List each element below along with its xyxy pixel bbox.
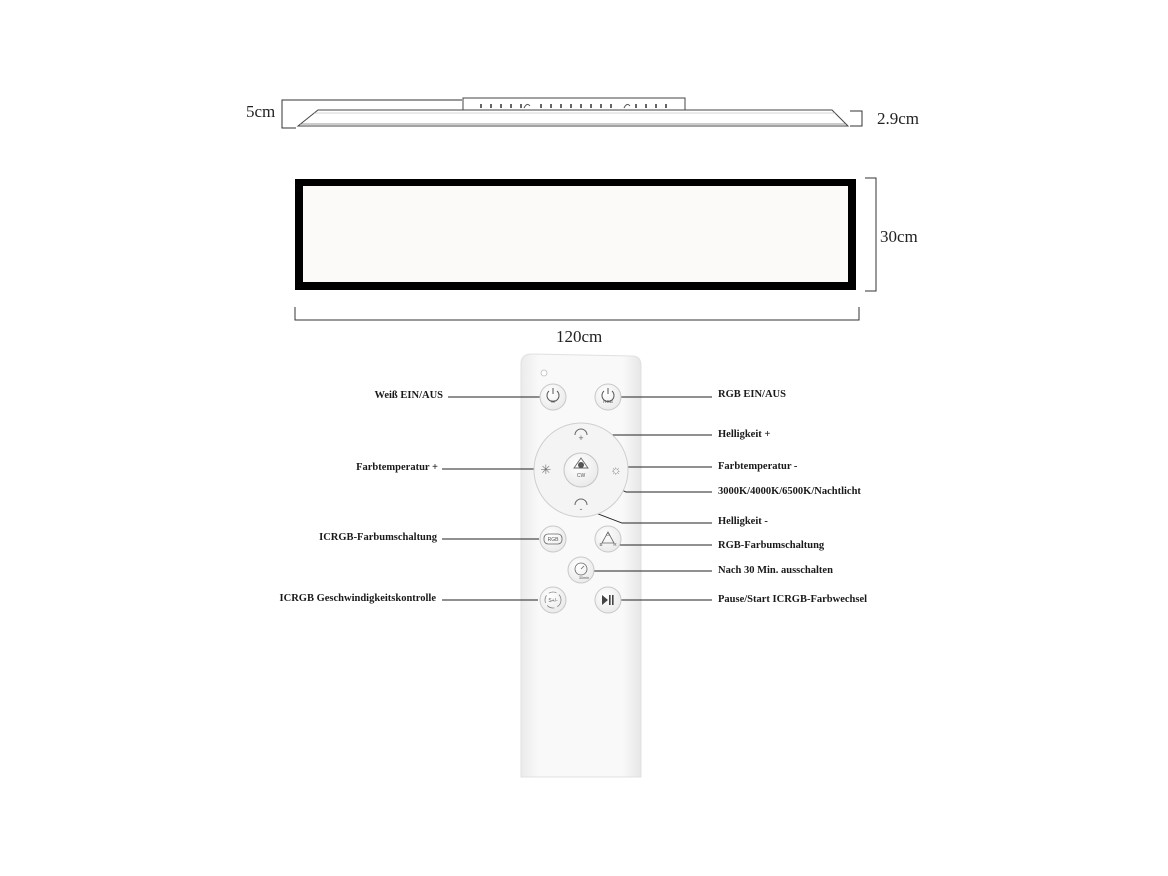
dim-width-panel: 30cm (880, 227, 918, 246)
width-bracket (865, 178, 876, 291)
label-cct-modes: 3000K/4000K/6500K/Nachtlicht (718, 486, 861, 497)
height-bracket (282, 100, 296, 128)
svg-text:+: + (578, 433, 584, 443)
colortemp-minus-button[interactable] (610, 462, 622, 477)
label-white-on-off: Weiß EIN/AUS (374, 390, 443, 401)
sun-icon: ☼ (610, 462, 622, 477)
svg-text:-: - (579, 504, 583, 514)
speed-button-text: S+/- (548, 598, 558, 604)
label-timer-off: Nach 30 Min. ausschalten (718, 565, 833, 576)
cw-button-text: CW (576, 473, 586, 479)
colortemp-plus-button[interactable] (541, 462, 552, 477)
icrgb-speed-button[interactable] (540, 587, 566, 613)
label-icrgb-speed: ICRGB Geschwindigkeitskontrolle (279, 593, 436, 604)
label-rgb-switch: RGB-Farbumschaltung (718, 540, 825, 551)
driver-box (463, 98, 685, 111)
dim-height-frame: 2.9cm (877, 109, 920, 128)
white-power-button[interactable] (540, 384, 566, 410)
timer-button[interactable] (568, 557, 594, 583)
rgb-power-text: RGB (603, 399, 613, 404)
w-button-text: W (550, 399, 556, 404)
label-brightness-minus: Helligkeit - (718, 516, 768, 527)
rgb-power-button[interactable] (595, 384, 621, 410)
rgb-cycle-b: B (599, 542, 603, 547)
length-bracket (295, 307, 859, 320)
frame-bracket (850, 111, 862, 126)
label-rgb-on-off: RGB EIN/AUS (718, 389, 786, 400)
dim-length-panel: 120cm (556, 327, 603, 346)
panel-diffuser (303, 186, 848, 282)
label-brightness-plus: Helligkeit + (718, 429, 771, 440)
icrgb-button-text: RGB (547, 537, 559, 543)
rgb-switch-button[interactable] (595, 526, 621, 552)
pause-start-button[interactable] (595, 587, 621, 613)
rgb-cycle-g: G (606, 532, 610, 537)
side-profile-drawing (0, 0, 1168, 160)
label-colortemp-minus: Farbtemperatur - (718, 461, 798, 472)
label-pause-start: Pause/Start ICRGB-Farbwechsel (718, 594, 868, 605)
label-icrgb-switch: ICRGB-Farbumschaltung (319, 532, 437, 543)
remote-led (541, 370, 547, 376)
remote-control (0, 350, 1168, 870)
rgb-cycle-r: R (613, 542, 617, 547)
icrgb-switch-button[interactable] (540, 526, 566, 552)
timer-button-text: 30min (578, 576, 590, 580)
dim-height-total: 5cm (246, 102, 276, 121)
snowflake-icon: ✳ (540, 462, 552, 477)
label-colortemp-plus: Farbtemperatur + (356, 462, 438, 473)
